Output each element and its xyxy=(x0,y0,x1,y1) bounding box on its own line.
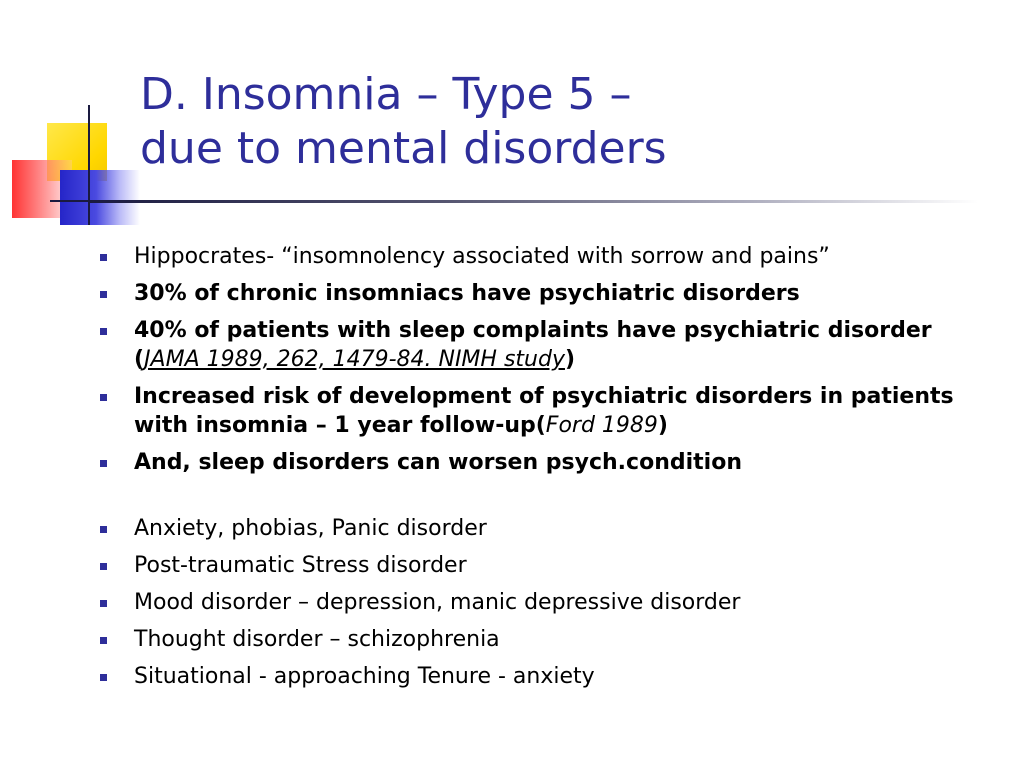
list-item xyxy=(97,625,977,654)
list-item-text: Thought disorder – schizophrenia xyxy=(134,627,500,652)
list-item-text-suffix: ) xyxy=(564,347,576,372)
decorative-corner-graphic xyxy=(0,0,140,240)
list-item xyxy=(97,316,977,374)
title-underline-rule xyxy=(88,200,978,203)
list-item xyxy=(97,551,977,580)
square-bullet-icon xyxy=(100,674,107,681)
bullet-list xyxy=(97,242,977,477)
citation: Ford 1989 xyxy=(545,413,658,438)
list-item xyxy=(97,662,977,691)
list-item xyxy=(97,279,977,308)
blue-square-decoration xyxy=(60,170,140,225)
slide-title xyxy=(140,68,667,176)
square-bullet-icon xyxy=(100,291,107,298)
square-bullet-icon xyxy=(100,526,107,533)
list-spacer xyxy=(97,485,977,514)
list-item-text: Hippocrates- “insomnolency associated with sorrow and pains” xyxy=(134,244,830,269)
square-bullet-icon xyxy=(100,254,107,261)
square-bullet-icon xyxy=(100,637,107,644)
slide-title-line-2: due to mental disorders xyxy=(140,123,667,174)
citation-link[interactable]: JAMA 1989, 262, 1479-84. NIMH study xyxy=(144,347,565,372)
list-item-text: Situational - approaching Tenure - anxiety xyxy=(134,664,595,689)
list-item-text-suffix: ) xyxy=(657,413,668,438)
list-item-text: 30% of chronic insomniacs have psychiatric disorders xyxy=(134,281,800,306)
list-item-text: And, sleep disorders can worsen psych.condition xyxy=(134,450,742,475)
square-bullet-icon xyxy=(100,460,107,467)
list-item xyxy=(97,588,977,617)
slide-body xyxy=(97,242,977,699)
list-item xyxy=(97,242,977,271)
list-item-text: 40% of patients with sleep complaints have psychiatric disorder ( xyxy=(134,318,932,372)
list-item-text: Post-traumatic Stress disorder xyxy=(134,553,467,578)
slide-title-line-1: D. Insomnia – Type 5 – xyxy=(140,69,632,120)
list-item-text: Mood disorder – depression, manic depressive disorder xyxy=(134,590,741,615)
list-item-text: Anxiety, phobias, Panic disorder xyxy=(134,516,487,541)
square-bullet-icon xyxy=(100,394,107,401)
list-item-text: Increased risk of development of psychiatric disorders in patients with insomnia – 1 year follow-up( xyxy=(134,384,954,438)
list-item xyxy=(97,382,977,440)
square-bullet-icon xyxy=(100,600,107,607)
bullet-list-secondary xyxy=(97,514,977,691)
vertical-line-decoration xyxy=(88,105,90,225)
square-bullet-icon xyxy=(100,328,107,335)
list-item xyxy=(97,514,977,543)
list-item xyxy=(97,448,977,477)
square-bullet-icon xyxy=(100,563,107,570)
